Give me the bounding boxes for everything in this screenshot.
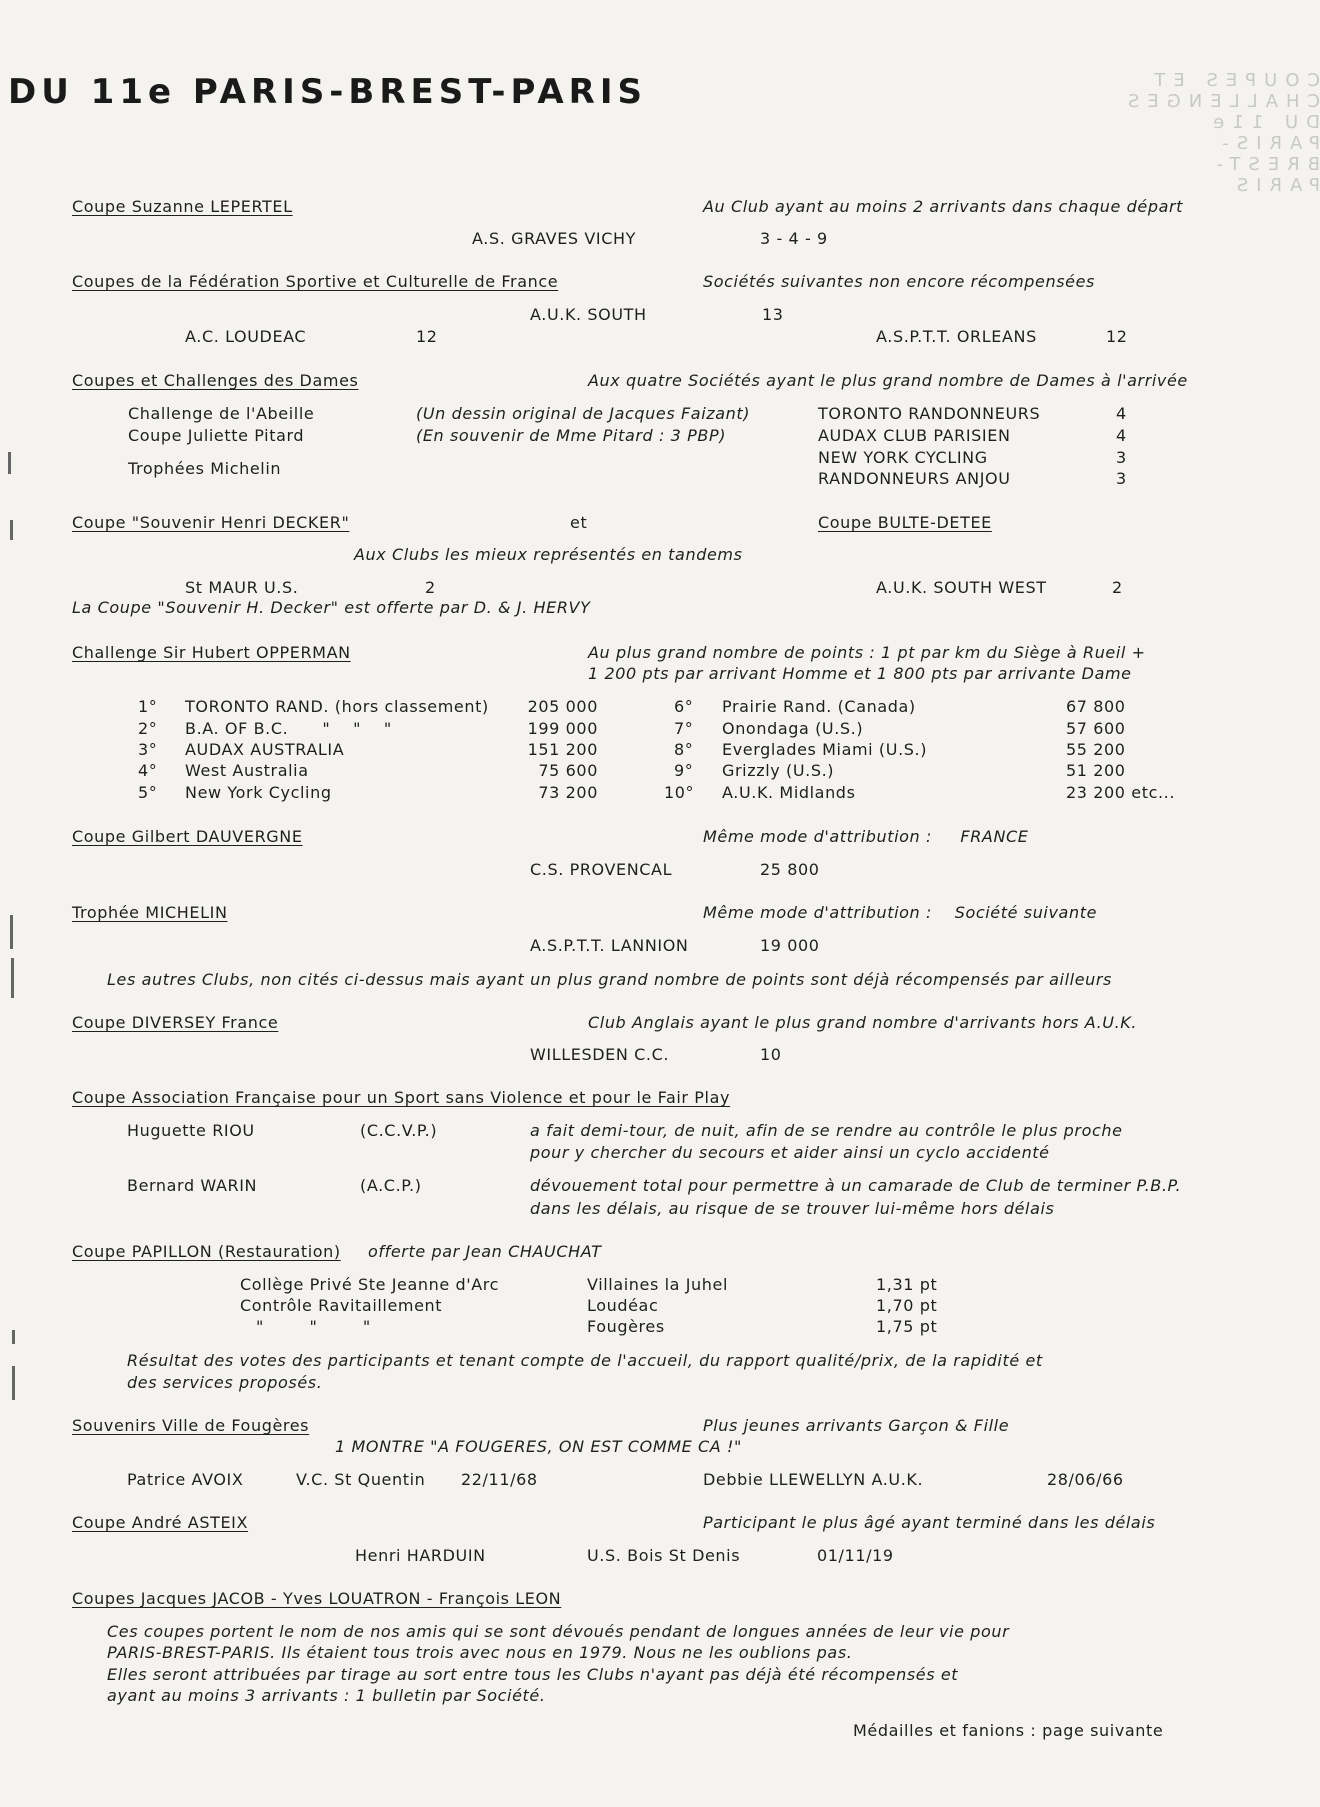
ranking-points: 51 200 xyxy=(1066,761,1126,780)
binding-mark-2 xyxy=(10,520,13,540)
papillon-row-place: Fougères xyxy=(587,1317,665,1336)
ranking-rank: 9° xyxy=(674,761,694,780)
diversey-winner: WILLESDEN C.C. xyxy=(530,1045,670,1064)
dames-criterion: Aux quatre Sociétés ayant le plus grand nombre de Dames à l'arrivée xyxy=(588,371,1188,390)
fairplay-person2-line1: dévouement total pour permettre à un camarade de Club de terminer P.B.P. xyxy=(530,1176,1182,1195)
papillon-heading: Coupe PAPILLON (Restauration) xyxy=(72,1242,341,1261)
fougeres-heading: Souvenirs Ville de Fougères xyxy=(72,1416,310,1435)
asteix-criterion: Participant le plus âgé ayant terminé dans les délais xyxy=(703,1513,1156,1532)
papillon-row-place: Villaines la Juhel xyxy=(587,1275,729,1294)
asteix-heading: Coupe André ASTEIX xyxy=(72,1513,249,1532)
dames-row-name: Challenge de l'Abeille xyxy=(128,404,315,423)
decker-criterion: Aux Clubs les mieux représentés en tandems xyxy=(354,545,743,564)
ranking-club: Prairie Rand. (Canada) xyxy=(722,697,916,716)
michelin-heading: Trophée MICHELIN xyxy=(72,903,228,922)
fairplay-heading: Coupe Association Française pour un Sport sans Violence et pour le Fair Play xyxy=(72,1088,731,1107)
opperman-criterion-line2: 1 200 pts par arrivant Homme et 1 800 pts par arrivante Dame xyxy=(588,664,1132,683)
ranking-club: Everglades Miami (U.S.) xyxy=(722,740,928,759)
dames-row-club: RANDONNEURS ANJOU xyxy=(818,469,1011,488)
fougeres-girl-name: Debbie LLEWELLYN A.U.K. xyxy=(703,1470,924,1489)
jacob-text-line3: Elles seront attribuées par tirage au sort entre tous les Clubs n'ayant pas déjà été récompensés et xyxy=(107,1665,959,1684)
diversey-heading: Coupe DIVERSEY France xyxy=(72,1013,279,1032)
ranking-club: AUDAX AUSTRALIA xyxy=(185,740,345,759)
ranking-points: 55 200 xyxy=(1066,740,1126,759)
federation-club3-value: 12 xyxy=(1106,327,1128,346)
dames-row-club: TORONTO RANDONNEURS xyxy=(818,404,1041,423)
federation-club3: A.S.P.T.T. ORLEANS xyxy=(876,327,1037,346)
dames-row-club: AUDAX CLUB PARISIEN xyxy=(818,426,1011,445)
dauvergne-points: 25 800 xyxy=(760,860,820,879)
bulte-detee-club-value: 2 xyxy=(1112,578,1123,597)
michelin-note: Les autres Clubs, non cités ci-dessus mais ayant un plus grand nombre de points sont déjà récompensés par ailleurs xyxy=(107,970,1112,989)
fougeres-boy-date: 22/11/68 xyxy=(461,1470,538,1489)
opperman-heading: Challenge Sir Hubert OPPERMAN xyxy=(72,643,351,662)
ranking-points: 151 200 xyxy=(527,740,598,759)
ranking-club: B.A. OF B.C. " " " xyxy=(185,719,392,738)
ranking-points: 205 000 xyxy=(527,697,598,716)
dames-row-note: (En souvenir de Mme Pitard : 3 PBP) xyxy=(416,426,727,445)
dames-row-count: 3 xyxy=(1116,469,1127,488)
dauvergne-heading: Coupe Gilbert DAUVERGNE xyxy=(72,827,303,846)
lepertel-heading: Coupe Suzanne LEPERTEL xyxy=(72,197,293,216)
binding-mark-1 xyxy=(8,452,11,474)
fairplay-person1-name: Huguette RIOU xyxy=(127,1121,255,1140)
ranking-rank: 10° xyxy=(664,783,695,802)
fougeres-girl-date: 28/06/66 xyxy=(1047,1470,1124,1489)
papillon-row-score: 1,70 pt xyxy=(876,1296,938,1315)
federation-club2-value: 12 xyxy=(416,327,438,346)
dames-row-count: 3 xyxy=(1116,448,1127,467)
dames-row-count: 4 xyxy=(1116,426,1127,445)
bulte-detee-club: A.U.K. SOUTH WEST xyxy=(876,578,1047,597)
papillon-row-name: Contrôle Ravitaillement xyxy=(240,1296,443,1315)
fougeres-boy-name: Patrice AVOIX xyxy=(127,1470,244,1489)
federation-criterion: Sociétés suivantes non encore récompensées xyxy=(703,272,1095,291)
fairplay-person1-line1: a fait demi-tour, de nuit, afin de se rendre au contrôle le plus proche xyxy=(530,1121,1123,1140)
papillon-row-name: " " " xyxy=(256,1317,371,1336)
dames-heading: Coupes et Challenges des Dames xyxy=(72,371,359,390)
dames-row-club: NEW YORK CYCLING xyxy=(818,448,988,467)
ranking-club: West Australia xyxy=(185,761,309,780)
michelin-points: 19 000 xyxy=(760,936,820,955)
asteix-name: Henri HARDUIN xyxy=(355,1546,486,1565)
decker-club-value: 2 xyxy=(425,578,436,597)
papillon-row-place: Loudéac xyxy=(587,1296,659,1315)
binding-mark-4 xyxy=(11,958,14,998)
ranking-club: Onondaga (U.S.) xyxy=(722,719,864,738)
fougeres-criterion: Plus jeunes arrivants Garçon & Fille xyxy=(703,1416,1010,1435)
decker-conjunction: et xyxy=(570,513,588,532)
dames-row-note: (Un dessin original de Jacques Faizant) xyxy=(416,404,751,423)
dames-row-name: Coupe Juliette Pitard xyxy=(128,426,305,445)
ranking-rank: 7° xyxy=(674,719,694,738)
papillon-row-score: 1,31 pt xyxy=(876,1275,938,1294)
ranking-points: 199 000 xyxy=(527,719,598,738)
papillon-offered: offerte par Jean CHAUCHAT xyxy=(368,1242,602,1261)
ranking-points: 73 200 xyxy=(538,783,598,802)
ranking-club: Grizzly (U.S.) xyxy=(722,761,835,780)
asteix-date: 01/11/19 xyxy=(817,1546,894,1565)
michelin-criterion: Même mode d'attribution : Société suivante xyxy=(703,903,1098,922)
dauvergne-winner: C.S. PROVENCAL xyxy=(530,860,673,879)
jacob-heading: Coupes Jacques JACOB - Yves LOUATRON - François LEON xyxy=(72,1589,562,1608)
ranking-rank: 4° xyxy=(138,761,158,780)
page-title: DU 11e PARIS-BREST-PARIS xyxy=(8,72,647,112)
bulte-detee-heading: Coupe BULTE-DETEE xyxy=(818,513,992,532)
federation-club2: A.C. LOUDEAC xyxy=(185,327,307,346)
papillon-note-line2: des services proposés. xyxy=(127,1373,323,1392)
papillon-row-score: 1,75 pt xyxy=(876,1317,938,1336)
lepertel-winner: A.S. GRAVES VICHY xyxy=(472,229,637,248)
dauvergne-criterion: Même mode d'attribution : FRANCE xyxy=(703,827,1029,846)
asteix-club: U.S. Bois St Denis xyxy=(587,1546,741,1565)
ranking-rank: 6° xyxy=(674,697,694,716)
decker-club: St MAUR U.S. xyxy=(185,578,299,597)
decker-note: La Coupe "Souvenir H. Decker" est offerte par D. & J. HERVY xyxy=(72,598,591,617)
fairplay-person2-line2: dans les délais, au risque de se trouver lui-même hors délais xyxy=(530,1199,1055,1218)
binding-mark-6 xyxy=(12,1366,15,1400)
fairplay-person2-name: Bernard WARIN xyxy=(127,1176,258,1195)
federation-club1: A.U.K. SOUTH xyxy=(530,305,647,324)
papillon-row-name: Collège Privé Ste Jeanne d'Arc xyxy=(240,1275,500,1294)
binding-mark-3 xyxy=(10,915,13,949)
diversey-value: 10 xyxy=(760,1045,782,1064)
fairplay-person1-club: (C.C.V.P.) xyxy=(360,1121,438,1140)
diversey-criterion: Club Anglais ayant le plus grand nombre d'arrivants hors A.U.K. xyxy=(588,1013,1138,1032)
decker-heading: Coupe "Souvenir Henri DECKER" xyxy=(72,513,350,532)
ranking-club: A.U.K. Midlands xyxy=(722,783,856,802)
fairplay-person1-line2: pour y chercher du secours et aider ainsi un cyclo accidenté xyxy=(530,1143,1050,1162)
ranking-rank: 1° xyxy=(138,697,158,716)
jacob-text-line2: PARIS-BREST-PARIS. Ils étaient tous trois avec nous en 1979. Nous ne les oublions pas. xyxy=(107,1643,853,1662)
ranking-rank: 5° xyxy=(138,783,158,802)
federation-club1-value: 13 xyxy=(762,305,784,324)
dames-row-name: Trophées Michelin xyxy=(128,459,282,478)
fougeres-boy-club: V.C. St Quentin xyxy=(296,1470,426,1489)
ranking-rank: 8° xyxy=(674,740,694,759)
dames-row-count: 4 xyxy=(1116,404,1127,423)
jacob-text-line4: ayant au moins 3 arrivants : 1 bulletin par Société. xyxy=(107,1686,546,1705)
ranking-points: 67 800 xyxy=(1066,697,1126,716)
lepertel-score: 3 - 4 - 9 xyxy=(760,229,828,248)
jacob-text-line1: Ces coupes portent le nom de nos amis qui se sont dévoués pendant de longues années de leur vie pour xyxy=(107,1622,1010,1641)
ranking-club: New York Cycling xyxy=(185,783,332,802)
ranking-points: 75 600 xyxy=(538,761,598,780)
footer-next-page: Médailles et fanions : page suivante xyxy=(853,1721,1164,1740)
fougeres-watch: 1 MONTRE "A FOUGERES, ON EST COMME CA !" xyxy=(335,1437,742,1456)
bleed-through-header: COUPES ET CHALLENGES DU 11e PARIS-BREST-PARIS xyxy=(1119,70,1320,196)
binding-mark-5 xyxy=(12,1330,15,1344)
ranking-points: 57 600 xyxy=(1066,719,1126,738)
ranking-points: 23 200 etc... xyxy=(1066,783,1176,802)
lepertel-criterion: Au Club ayant au moins 2 arrivants dans chaque départ xyxy=(703,197,1184,216)
ranking-club: TORONTO RAND. (hors classement) xyxy=(185,697,489,716)
fairplay-person2-club: (A.C.P.) xyxy=(360,1176,422,1195)
federation-heading: Coupes de la Fédération Sportive et Culturelle de France xyxy=(72,272,559,291)
ranking-rank: 3° xyxy=(138,740,158,759)
papillon-note-line1: Résultat des votes des participants et tenant compte de l'accueil, du rapport qualité/prix, de la rapidité et xyxy=(127,1351,1043,1370)
ranking-rank: 2° xyxy=(138,719,158,738)
michelin-winner: A.S.P.T.T. LANNION xyxy=(530,936,689,955)
opperman-criterion-line1: Au plus grand nombre de points : 1 pt par km du Siège à Rueil + xyxy=(588,643,1146,662)
